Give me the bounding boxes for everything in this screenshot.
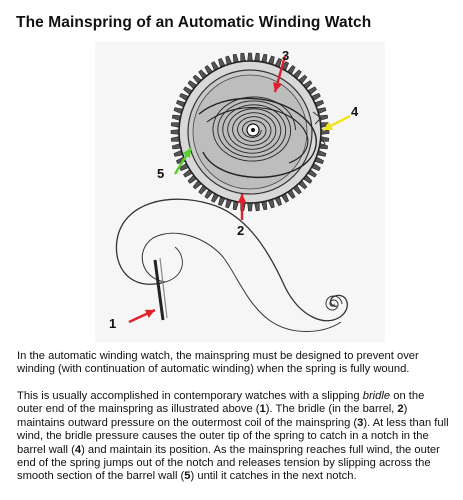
page-title: The Mainspring of an Automatic Winding Watch <box>16 14 372 31</box>
callout-reference: 5 <box>184 470 191 483</box>
callout-label: 5 <box>157 166 165 181</box>
callout-label: 1 <box>109 316 117 331</box>
emphasis-term: bridle <box>362 390 391 402</box>
callout-reference: 2 <box>397 403 404 416</box>
mainspring-illustration <box>95 42 385 342</box>
text-run: ). At less than full wind, the bridle pressure causes the outer tip of the spring to catch in a notch in the barrel wall ( <box>17 416 449 456</box>
callout-reference: 1 <box>259 403 266 416</box>
text-run: ) until it catches in the next notch. <box>190 470 357 483</box>
text-run: ) and maintain its position. As the mainspring reaches full wind, the outer end of the spring jumps out of the notch and releases tension by slipping across the smooth section of the barrel wall ( <box>17 443 440 483</box>
callout-label: 3 <box>282 48 290 63</box>
callout-reference: 3 <box>357 416 364 429</box>
paragraph-explanation <box>17 390 449 484</box>
mainspring-diagram <box>95 42 385 342</box>
text-run: ). The bridle (in the barrel, <box>265 403 398 416</box>
text-run: This is usually accomplished in contemporary watches with a slipping <box>17 390 363 402</box>
paragraph-intro: In the automatic winding watch, the mainspring must be designed to prevent over winding (with continuation of automatic winding) when the spring is fully wound. <box>17 350 419 376</box>
text-run: on the outer end of the mainspring as illustrated above ( <box>17 390 425 416</box>
callout-label: 2 <box>237 223 245 238</box>
callout-label: 4 <box>351 104 359 119</box>
text-run: ) maintains outward pressure on the outermost coil of the mainspring ( <box>17 403 408 429</box>
callout-reference: 4 <box>74 443 82 456</box>
